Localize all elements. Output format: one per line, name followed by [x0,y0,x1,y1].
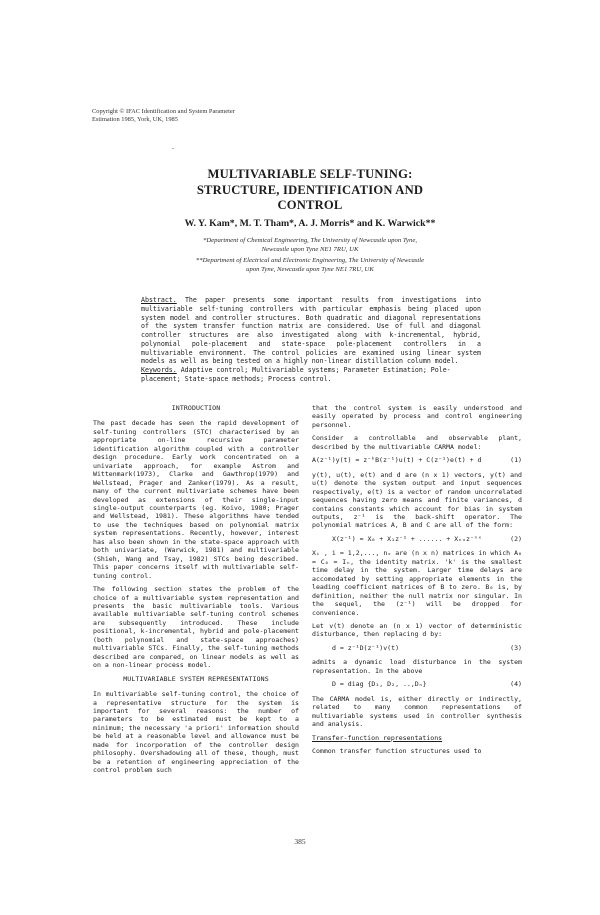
title-line-2: STRUCTURE, IDENTIFICATION AND [196,182,424,197]
affiliation-1-line-2: Newcastle upon Tyne NE1 7RU, UK [261,246,359,253]
equation-1 [312,456,522,464]
equation-2-number: (2) [510,534,522,543]
introduction-paragraph-2: The following section states the problem of the choice of a multivariable system representation and presents the basic multivariable tools. Various available multivariable self-tuning control schemes are subsequently introduced. These include positional, k-incremental, hybrid and pole-placement (both polynomial and state-space approaches) multivariable STCs. Finally, the self-tuning methods described are compared, on linear models as well as on a non-linear process model. [93,585,299,670]
equation-4-number: (4) [510,680,522,689]
affiliation-1-line-1: *Department of Chemical Engineering, The University of Newcastle upon Tyne, [202,237,418,244]
equation-4-body: D = diag {D₁, D₂, ..,Dₙ} [332,680,427,689]
abstract-text: The paper presents some important results from investigations into multivariable self-tuning controllers with particular emphasis being placed upon system model and controller structures. Both quadratic and diagonal representations of the system transfer function matrix are considered. Use of full and diagonal controller structures are also investigated along with k-incremental, hybrid, polynomial pole-placement and state-space pole-placement controllers in a multivariable environment. The control policies are examined using linear system models as well as being tested on a highly non-linear distillation column model. [141,296,481,366]
right-paragraph-3: y(t), u(t), e(t) and d are (n x 1) vectors, y(t) and u(t) denote the system output and input sequences respectively, e(t) is a vector of random uncorrelated sequences having zero means and finite variances, d contains constants which account for bias in system outputs, z⁻¹ is the back-shift operator. The polynomial matrices A, B and C are all of the form: [312,470,522,530]
transfer-function-heading: Transfer-function representations [312,733,443,742]
equation-3-number: (3) [510,643,522,652]
stray-dot: . [172,142,174,151]
affiliation-2-line-2: upon Tyne, Newcastle upon Tyne NE1 7RU, UK [246,266,374,273]
equation-3-body: d = z⁻¹D(z⁻¹)v(t) [332,643,400,652]
representations-heading: MULTIVARIABLE SYSTEM REPRESENTATIONS [123,674,269,683]
affiliation-2-line-1: **Department of Electrical and Electronic Engineering, The University of Newcastle [195,257,425,264]
keywords-text: Adaptive control; Multivariable systems; Parameter Estimation; Pole-placement; State-space methods; Process control. [141,366,451,383]
right-paragraph-2: Consider a controllable and observable plant, described by the multivariable CARMA model: [312,434,522,451]
author-list: W. Y. Kam*, M. T. Tham*, A. J. Morris* and K. Warwick** [184,218,436,229]
abstract-label: Abstract. [141,296,177,304]
right-paragraph-8: Common transfer function structures used to [312,746,482,755]
right-column [312,404,522,760]
copyright-notice [92,108,235,124]
equation-1-number: (1) [510,456,522,465]
copyright-line-1: Copyright © IFAC Identification and System Parameter [92,108,235,115]
equation-1-body: A(z⁻¹)y(t) = z⁻ᵏB(z⁻¹)u(t) + C(z⁻¹)e(t) + d [312,456,482,465]
left-column [93,404,299,780]
keywords [141,366,481,384]
keywords-label: Keywords. [141,366,177,374]
right-paragraph-5: Let v(t) denote an (n x 1) vector of deterministic disturbance, then replacing d by: [312,621,522,639]
equation-2-body: X(z⁻¹) = X₀ + X₁z⁻¹ + ...... + Xₙₓz⁻ⁿˣ [332,534,482,543]
affiliation-2 [150,256,470,274]
introduction-heading: INTRODUCTION [171,404,221,412]
equation-3 [312,644,522,652]
right-paragraph-4: Xᵢ , i = 1,2,..., nₓ are (n x n) matrices in which A₀ = C₀ = Iₙ, the identity matrix. 'k' is the smallest time delay in the system. Larger time delays are accomodated by setting appropriate elements in the leading coefficient matrices of B to zero. B₀ is, by definition, neither the null matrix nor singular. In the sequel, the (z⁻¹) will be dropped for convenience. [312,549,522,617]
title-line-1: MULTIVARIABLE SELF-TUNING: [207,167,413,181]
affiliation-1 [150,236,470,254]
abstract [141,296,481,366]
right-paragraph-7: The CARMA model is, either directly or indirectly, related to many common representations of multivariable systems used in controller synthesis and analysis. [312,694,522,729]
right-paragraph-6: admits a dynamic load disturbance in the system representation. In the above [312,658,522,675]
introduction-paragraph-1: The past decade has seen the rapid development of self-tuning controllers (STC) characterised by an appropriate on-line recursive parameter identification algorithm coupled with a controller design procedure. Early work concentrated on a univariate approach, for example Astrom and Wittenmark(1973), Clarke and Gawthrop(1979) and Wellstead, Prager and Zanker(1979). As a result, many of the current multivariate schemes have been developed as extensions of their single-input single-output counterparts (eg. Koivo, 1980; Prager and Wellstead, 1981). These algorithms have tended to use the techniques based on polynomial matrix system representations. Recently, however, interest has also been shown in the state-space approach with both univariate, (Warwick, 1981) and multivariable (Shieh, Wang and Tsay, 1982) STCs being described. This paper concerns itself with multivariable self-tuning control. [93,419,299,580]
equation-2 [312,535,522,543]
right-paragraph-1: that the control system is easily understood and easily operated by process and control engineering personnel. [312,404,522,429]
page-number: 385 [294,837,306,846]
representations-paragraph-1: In multivariable self-tuning control, the choice of a representative structure for the system is important for several reasons: the number of parameters to be estimated must be kept to a minimum; the necessary 'a priori' information should be held at a reasonable level and allowance must be made for incorporation of the controller design philosophy. Overshadowing all of these, though, must be a retention of engineering appreciation of the control problem such [93,690,299,775]
paper-title [140,167,480,214]
equation-4 [312,680,522,688]
title-line-3: CONTROL [277,198,343,212]
copyright-line-2: Estimation 1985, York, UK, 1985 [92,116,178,123]
